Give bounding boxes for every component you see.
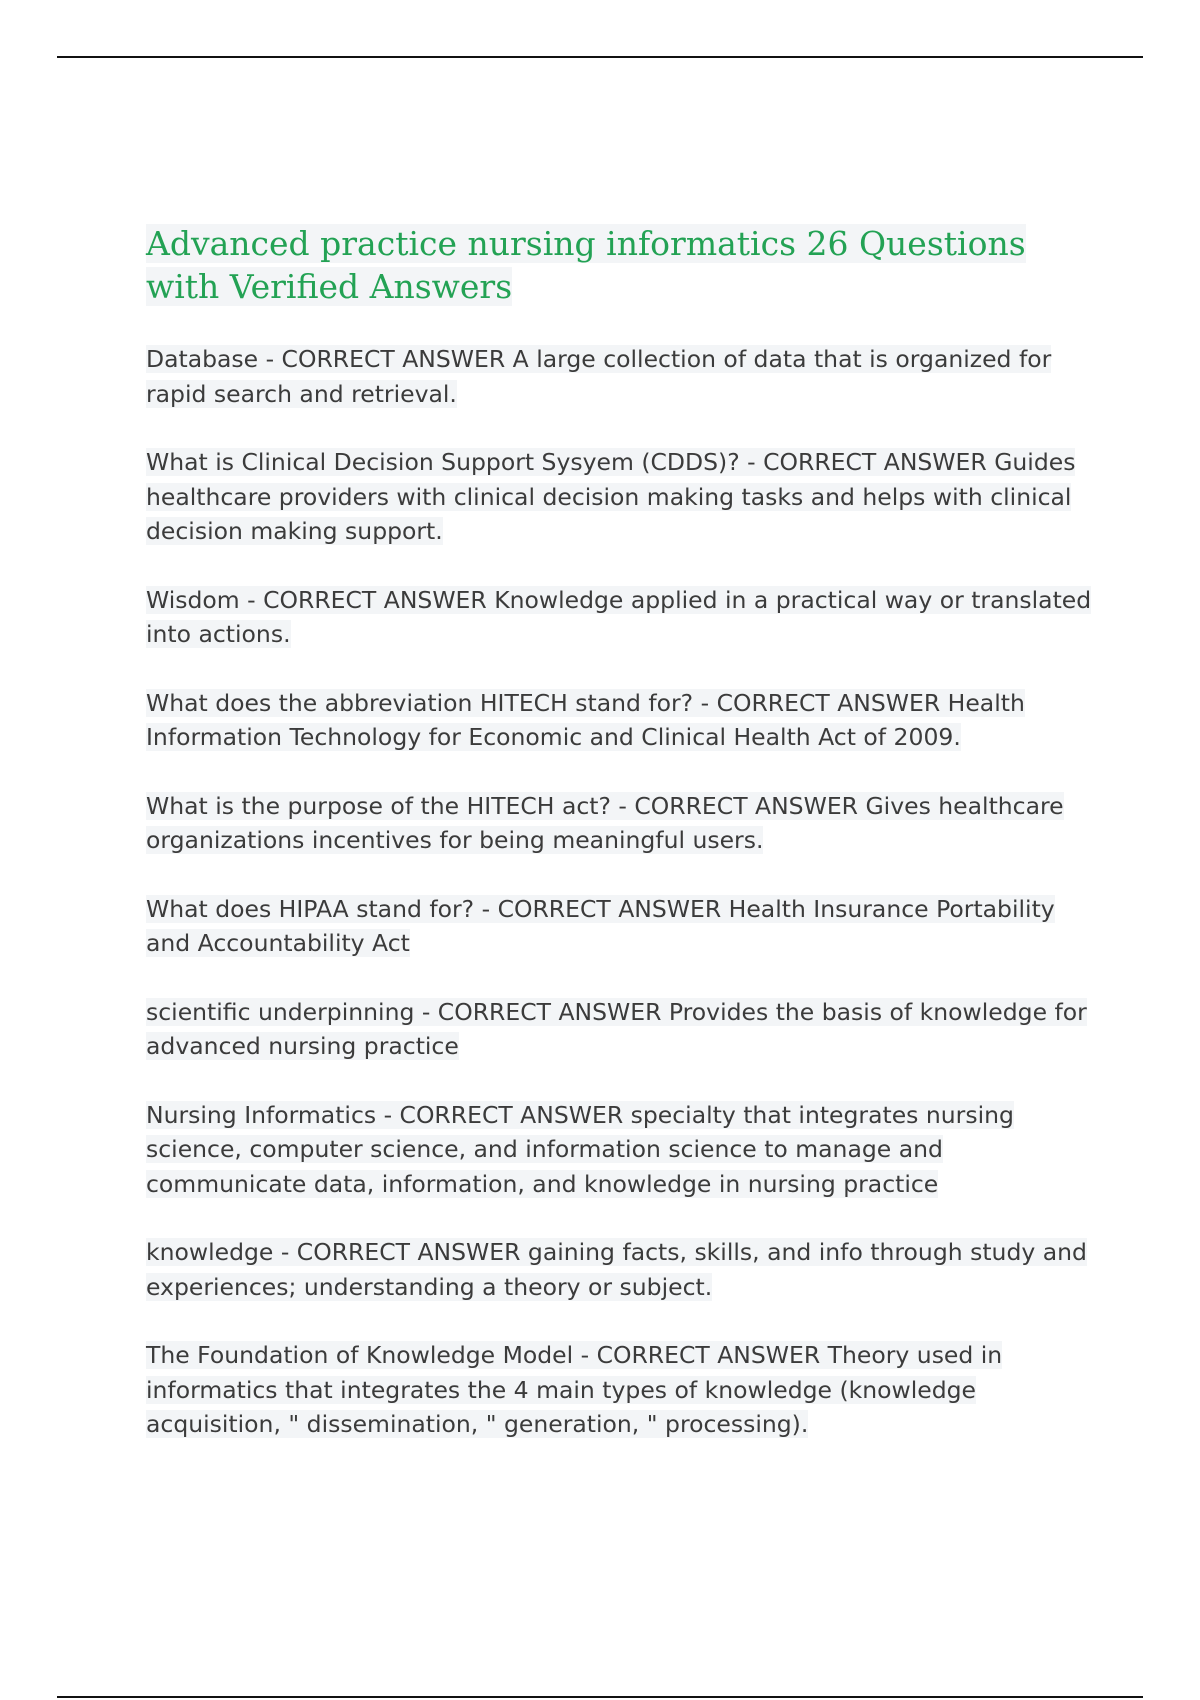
qa-item <box>146 995 1096 1064</box>
qa-item <box>146 892 1096 961</box>
qa-item <box>146 1338 1096 1442</box>
qa-list <box>146 342 1096 1476</box>
qa-item-text: Nursing Informatics - CORRECT ANSWER specialty that integrates nursing science, computer science, and information science to manage and communicate data, information, and knowledge in nursing practice <box>146 1100 1014 1198</box>
qa-item-text: What is the purpose of the HITECH act? - CORRECT ANSWER Gives healthcare organizations incentives for being meaningful users. <box>146 791 1064 854</box>
bottom-divider <box>57 1696 1143 1698</box>
top-divider <box>57 56 1143 58</box>
qa-item-text: What does HIPAA stand for? - CORRECT ANSWER Health Insurance Portability and Accountability Act <box>146 894 1055 957</box>
qa-item <box>146 1098 1096 1202</box>
qa-item <box>146 583 1096 652</box>
qa-item <box>146 445 1096 549</box>
qa-item <box>146 1235 1096 1304</box>
qa-item-text: What is Clinical Decision Support Sysyem (CDDS)? - CORRECT ANSWER Guides healthcare providers with clinical decision making tasks and helps with clinical decision making support. <box>146 448 1076 545</box>
qa-item <box>146 789 1096 858</box>
qa-item-text: knowledge - CORRECT ANSWER gaining facts, skills, and info through study and experiences; understanding a theory or subject. <box>146 1238 1087 1301</box>
document-title <box>146 222 1086 308</box>
qa-item-text: Database - CORRECT ANSWER A large collection of data that is organized for rapid search and retrieval. <box>146 345 1052 408</box>
qa-item-text: What does the abbreviation HITECH stand for? - CORRECT ANSWER Health Information Technology for Economic and Clinical Health Act of 2009. <box>146 688 1025 751</box>
qa-item-text: The Foundation of Knowledge Model - CORRECT ANSWER Theory used in informatics that integrates the 4 main types of knowledge (knowledge acquisition, " dissemination, " generation, " processing). <box>146 1341 1003 1438</box>
document-title-text: Advanced practice nursing informatics 26 Questions with Verified Answers <box>146 224 1026 306</box>
qa-item <box>146 686 1096 755</box>
qa-item <box>146 342 1096 411</box>
qa-item-text: Wisdom - CORRECT ANSWER Knowledge applied in a practical way or translated into actions. <box>146 585 1092 648</box>
qa-item-text: scientific underpinning - CORRECT ANSWER Provides the basis of knowledge for advanced nursing practice <box>146 997 1087 1060</box>
